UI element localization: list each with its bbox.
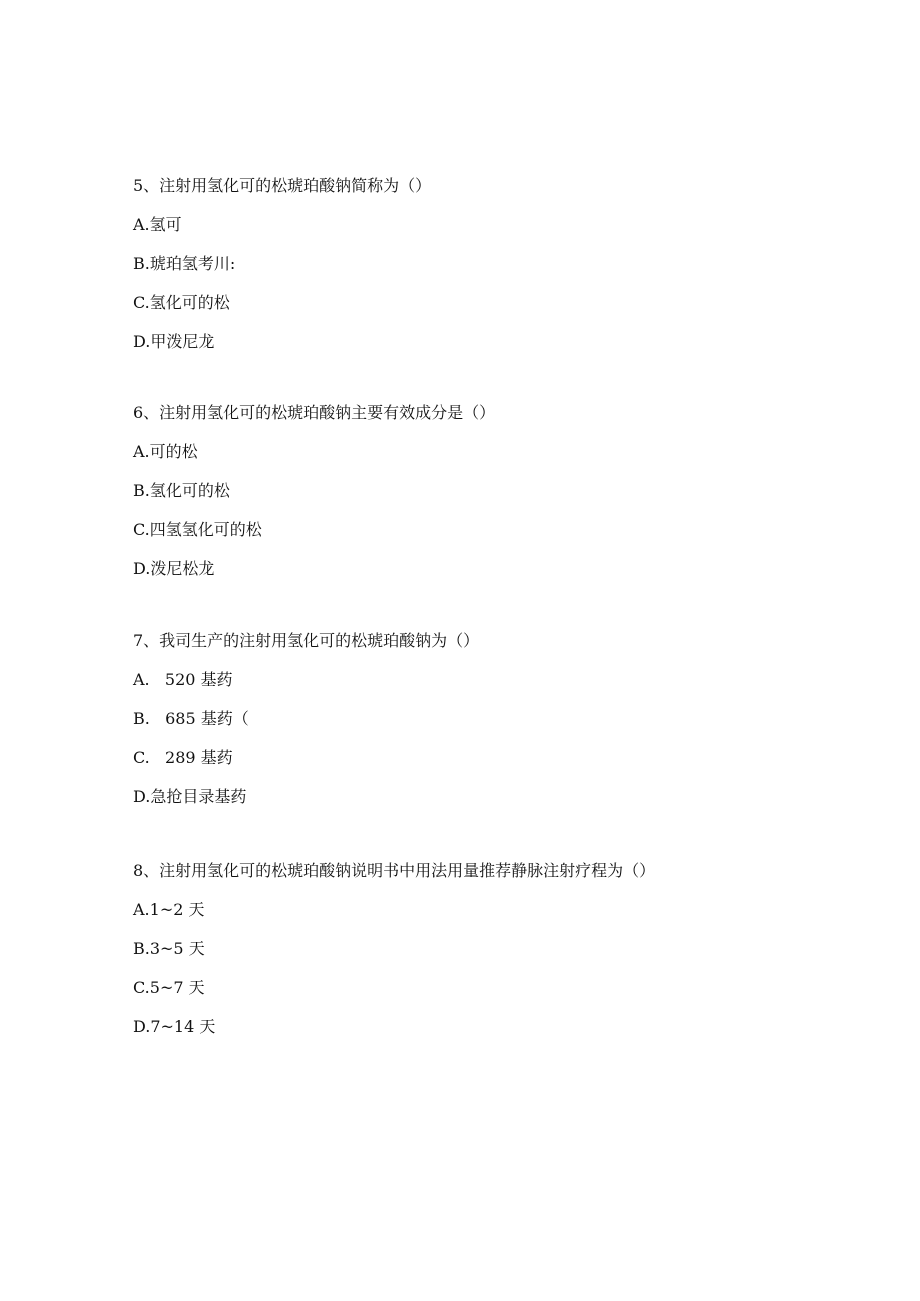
option-d: D.7~14 天 [133, 1017, 216, 1036]
option-c: C. 289 基药 [133, 748, 233, 767]
option-a: A.可的松 [133, 442, 198, 461]
option-d: D.甲泼尼龙 [133, 332, 215, 351]
option-c: C.氢化可的松 [133, 293, 230, 312]
option-c: C.5~7 天 [133, 978, 205, 997]
option-a: A. 520 基药 [133, 670, 233, 689]
option-b: B.琥珀氢考川: [133, 254, 236, 273]
question-title: 6、注射用氢化可的松琥珀酸钠主要有效成分是（） [133, 403, 496, 422]
question-title: 5、注射用氢化可的松琥珀酸钠简称为（） [133, 176, 432, 195]
question-title: 8、注射用氢化可的松琥珀酸钠说明书中用法用量推荐静脉注射疗程为（） [133, 861, 656, 880]
option-b: B.氢化可的松 [133, 481, 230, 500]
option-c: C.四氢氢化可的松 [133, 520, 262, 539]
option-d: D.急抢目录基药 [133, 787, 247, 806]
option-b: B. 685 基药（ [133, 709, 249, 728]
option-d: D.泼尼松龙 [133, 559, 215, 578]
option-b: B.3~5 天 [133, 939, 205, 958]
option-a: A.1~2 天 [133, 900, 205, 919]
option-a: A.氢可 [133, 215, 182, 234]
question-title: 7、我司生产的注射用氢化可的松琥珀酸钠为（） [133, 631, 480, 650]
